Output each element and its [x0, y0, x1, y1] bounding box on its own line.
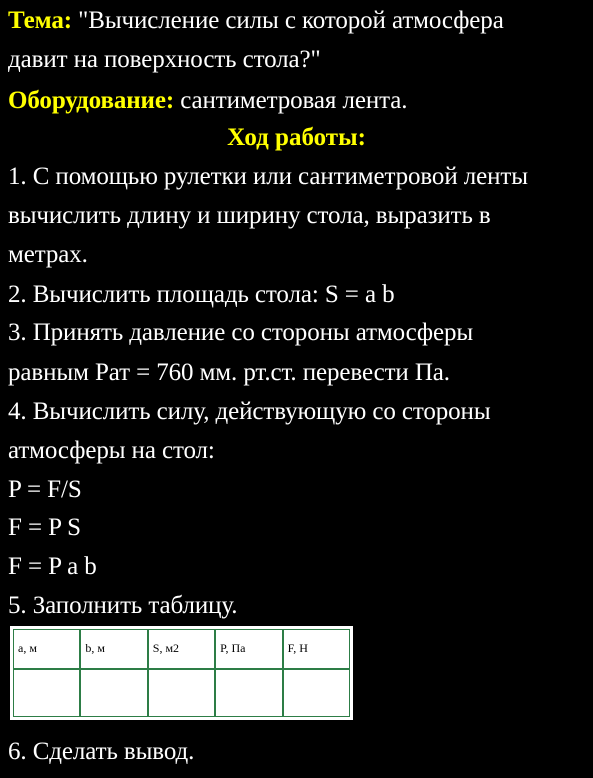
- step-1-line-1: 1. С помощью рулетки или сантиметровой ленты: [8, 163, 528, 190]
- table-row: [13, 669, 350, 717]
- table-cell: [215, 669, 282, 717]
- table-cell: [13, 669, 80, 717]
- step-3-line-1: 3. Принять давление со стороны атмосферы: [8, 319, 474, 346]
- table-header-cell: F, Н: [283, 629, 350, 669]
- formula-pressure: P = F/S: [8, 476, 82, 503]
- table-header-row: [13, 629, 350, 669]
- procedure-heading: Ход работы:: [227, 124, 366, 151]
- topic-line-1: [8, 6, 504, 36]
- table-header-cell: a, м: [13, 629, 80, 669]
- equipment-label: Оборудование:: [8, 87, 175, 114]
- table-cell: [283, 669, 350, 717]
- step-4-line-2: атмосферы на стол:: [8, 437, 215, 464]
- step-5: 5. Заполнить таблицу.: [8, 592, 238, 619]
- table-header-cell: P, Па: [215, 629, 282, 669]
- formula-force: F = P S: [8, 514, 81, 541]
- formula-force-expanded: F = P a b: [8, 553, 97, 580]
- table-header-cell: b, м: [80, 629, 147, 669]
- step-4-line-1: 4. Вычислить силу, действующую со стороны: [8, 398, 491, 425]
- step-1-line-3: метрах.: [8, 241, 88, 268]
- table-cell: [148, 669, 215, 717]
- results-table: [13, 629, 350, 717]
- results-table-container: [10, 626, 353, 720]
- equipment-line: [8, 86, 407, 116]
- table-cell: [80, 669, 147, 717]
- step-6: 6. Сделать вывод.: [8, 738, 195, 765]
- equipment-text: сантиметровая лента.: [174, 87, 408, 114]
- topic-line-2: давит на поверхность стола?": [8, 46, 321, 73]
- topic-text-1: "Вычисление силы с которой атмосфера: [72, 7, 504, 34]
- step-1-line-2: вычислить длину и ширину стола, выразить в: [8, 202, 491, 229]
- table-header-cell: S, м2: [148, 629, 215, 669]
- step-3-line-2: равным Рат = 760 мм. рт.ст. перевести Па.: [8, 359, 450, 386]
- step-2: 2. Вычислить площадь стола: S = a b: [8, 281, 395, 308]
- topic-label: Тема:: [8, 7, 73, 34]
